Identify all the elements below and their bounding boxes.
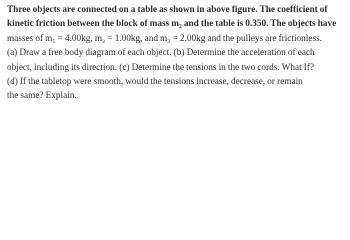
problem-line-6: (d) If the tabletop were smooth, would the tensions increase, decrease, or remain — [7, 77, 303, 88]
problem-line-1: Three objects are connected on a table as shown in above figure. The coefficient of — [7, 5, 328, 15]
problem-line-3: masses of m₁ = 4.00kg, m₂ = 1.00kg, and m₃ = 2.00kg and the pulleys are frictionless. — [7, 33, 322, 44]
problem-line-4: (a) Draw a free body diagram of each object. (b) Determine the acceleration of each — [7, 48, 315, 59]
problem-line-7: the same? Explain. — [7, 91, 77, 102]
problem-line-2: kinetic friction between the block of mass m₂ and the table is 0.350. The objects have — [7, 19, 337, 30]
problem-statement — [7, 3, 344, 104]
problem-line-5: object, including its direction. (c) Determine the tensions in the two cords. What If? — [7, 62, 315, 73]
